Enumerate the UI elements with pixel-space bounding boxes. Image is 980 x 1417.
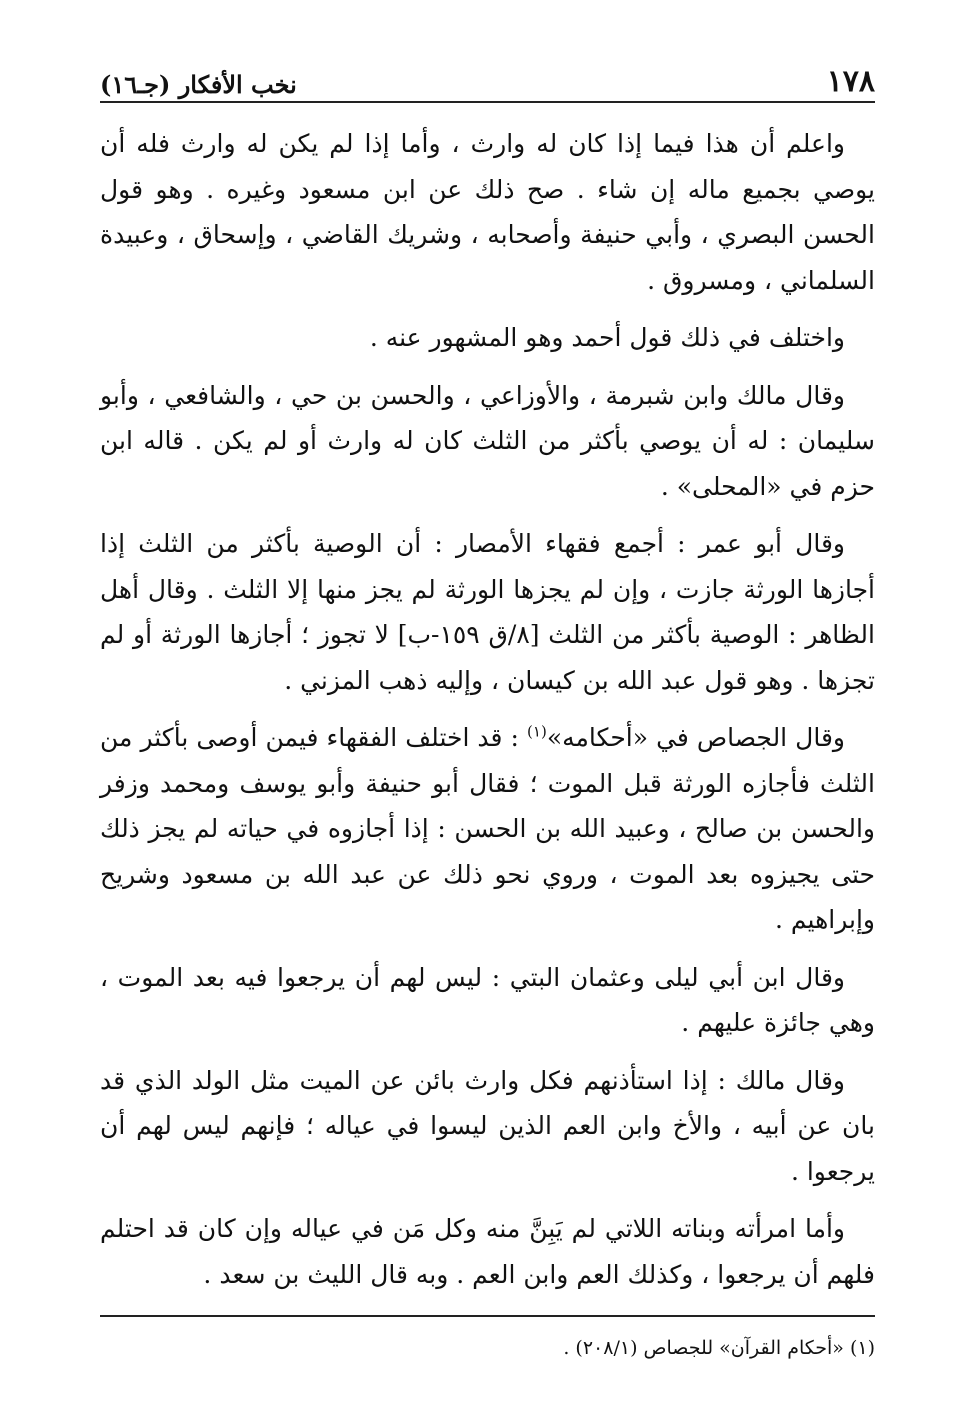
paragraph: وقال مالك : إذا استأذنهم فكل وارث بائن عن الميت مثل الولد الذي قد بان عن أبيه ، والأخ وابن العم الذين ليسوا في عياله ؛ فإنهم ليس لهم أن يرجعوا . xyxy=(100,1065,875,1186)
paragraph: واعلم أن هذا فيما إذا كان له وارث ، وأما إذا لم يكن له وارث فله أن يوصي بجميع ماله إن شاء . صح ذلك عن ابن مسعود وغيره . وهو قول الحسن البصري ، وأبي حنيفة وأصحابه ، وشريك القاضي ، وإسحاق ، وعبيدة السلماني ، ومسروق . xyxy=(100,129,875,295)
paragraph-with-note-ref xyxy=(100,715,875,943)
paragraph: وقال ابن أبي ليلى وعثمان البتي : ليس لهم أن يرجعوا فيه بعد الموت ، وهي جائزة عليهم . xyxy=(100,962,875,1037)
page-body xyxy=(100,121,875,1297)
paragraph-text-before-ref: وقال الجصاص في «أحكامه» xyxy=(546,723,845,752)
paragraph: وقال أبو عمر : أجمع فقهاء الأمصار : أن الوصية بأكثر من الثلث إذا أجازها الورثة جازت ، وإن لم يجزها الورثة لم يجز منها إلا الثلث . وقال أهل الظاهر : الوصية بأكثر من الثلث [٨/ق ١٥٩-ب] لا تجوز ؛ أجازها الورثة أو لم تجزها . وهو قول عبد الله بن كيسان ، وإليه ذهب المزني . xyxy=(100,529,875,695)
paragraph-text-after-ref: : قد اختلف الفقهاء فيمن أوصى بأكثر من الثلث فأجازه الورثة قبل الموت ؛ فقال أبو حنيفة وأبو يوسف ومحمد وزفر والحسن بن صالح ، وعبيد الله بن الحسن : إذا أجازوه في حياته لم يجز ذلك حتى يجيزوه بعد الموت ، وروي نحو ذلك عن عبد الله بن مسعود وشريح وإبراهيم . xyxy=(100,723,875,934)
footnote: (١) «أحكام القرآن» للجصاص (٢٠٨/١) . xyxy=(563,1337,875,1359)
page-header xyxy=(100,55,875,103)
paragraph: واختلف في ذلك قول أحمد وهو المشهور عنه . xyxy=(369,323,845,352)
page-number: ١٧٨ xyxy=(826,64,875,99)
paragraph: وأما امرأته وبناته اللاتي لم يَبِنَّ منه وكل مَن في عياله وإن كان قد احتلم فلهم أن يرجعوا ، وكذلك العم وابن العم . وبه قال الليث بن سعد . xyxy=(100,1214,875,1289)
footnote-reference: (١) xyxy=(527,722,547,741)
running-title: نخب الأفكار (جـ١٦) xyxy=(100,70,297,99)
book-page xyxy=(100,55,875,1359)
paragraph: وقال مالك وابن شبرمة ، والأوزاعي ، والحسن بن حي ، والشافعي ، وأبو سليمان : له أن يوصي بأكثر من الثلث كان له وارث أو لم يكن . قاله ابن حزم في «المحلى» . xyxy=(100,380,875,501)
footnote-divider xyxy=(100,1315,875,1317)
